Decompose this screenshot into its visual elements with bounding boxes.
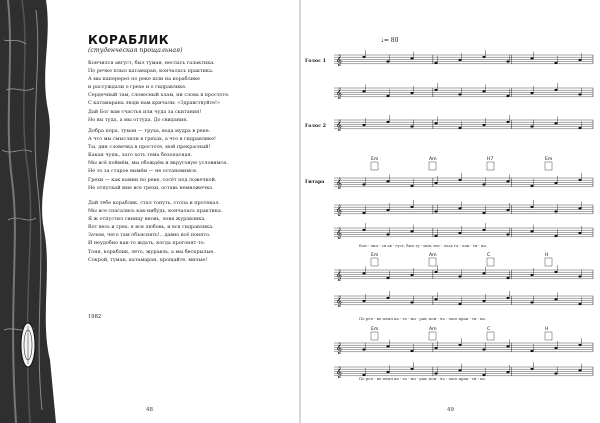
song-title: КОРАБЛИК xyxy=(88,33,170,47)
note-head xyxy=(482,183,485,185)
chord-row-2 xyxy=(371,252,552,266)
note-head xyxy=(386,180,389,182)
note-head xyxy=(578,232,581,234)
chord-diagram xyxy=(429,332,436,340)
verse-line: Вот весь и грех, я вся любовь, и вся гидравлика. xyxy=(88,224,214,231)
note-head xyxy=(530,185,533,187)
note-head xyxy=(482,90,485,92)
verse-line: Но вы туда, а мы оттуда. До свидания. xyxy=(88,116,188,123)
note-head xyxy=(410,350,413,352)
note-head xyxy=(362,124,365,126)
note-head xyxy=(434,347,437,349)
note-head xyxy=(410,206,413,208)
note-head xyxy=(458,344,461,346)
note-head xyxy=(506,277,509,279)
chord-name: H7 xyxy=(487,157,494,162)
chord-name: C xyxy=(487,253,491,258)
note-head xyxy=(434,271,437,273)
note-head xyxy=(434,372,437,374)
verse-line: Сокрой, туман, катамаран, прощайте, милые! xyxy=(88,256,208,263)
note-head xyxy=(506,233,509,235)
note-head xyxy=(458,59,461,61)
chord-row-1 xyxy=(371,156,553,170)
treble-clef-icon: 𝄞 xyxy=(336,205,342,216)
note-head xyxy=(554,62,557,64)
chord-name: Em xyxy=(371,253,379,258)
note-head xyxy=(506,345,509,347)
note-head xyxy=(578,207,581,209)
verse-line: Не отпускай мне все грехи, оставь немножечко. xyxy=(88,184,214,191)
note-head xyxy=(410,92,413,94)
stanza-3 xyxy=(88,199,288,264)
left-page xyxy=(0,0,299,423)
note-head xyxy=(386,95,389,97)
verse-line: Зачем, чего там объяснять!.. давно всё понято. xyxy=(88,232,211,239)
verse-line: Ты, дин словечка в простоте, мой прекрасный! xyxy=(88,144,211,151)
note-head xyxy=(434,210,437,212)
note-head xyxy=(386,60,389,62)
chord-name: H xyxy=(545,253,549,258)
tempo-mark: ♩= 80 xyxy=(381,37,399,44)
note-head xyxy=(362,212,365,214)
note-head xyxy=(530,350,533,352)
note-head xyxy=(482,348,485,350)
note-head xyxy=(554,182,557,184)
year: 1982 xyxy=(88,314,102,320)
note-head xyxy=(482,272,485,274)
note-head xyxy=(578,275,581,277)
chord-name: Em xyxy=(371,327,379,332)
note-head xyxy=(362,56,365,58)
chord-diagram xyxy=(487,162,494,170)
note-head xyxy=(362,300,365,302)
note-head xyxy=(362,183,365,185)
verse-line: И неудобно как-то ждать, когда прогонят-то. xyxy=(88,240,206,247)
treble-clef-icon: 𝄞 xyxy=(336,88,342,99)
treble-clef-icon: 𝄞 xyxy=(336,343,342,354)
note-head xyxy=(458,303,461,305)
page-number-right: 49 xyxy=(447,407,454,413)
verse-line: Мы все спасались как-нибудь, кончалась практика. xyxy=(88,208,223,215)
chord-diagram xyxy=(371,332,378,340)
note-head xyxy=(458,93,461,95)
note-head xyxy=(578,93,581,95)
note-head xyxy=(506,297,509,299)
verse-line: Сердечный там, словесный хлам, ни слова в простоте. xyxy=(88,92,230,99)
note-head xyxy=(482,212,485,214)
note-head xyxy=(410,230,413,232)
note-head xyxy=(434,62,437,64)
note-head xyxy=(482,56,485,58)
note-head xyxy=(530,230,533,232)
lyrics-row-3: По реч - ке плыл ка - та - ма - ран, кон - ча - лась прак - ти - ка. xyxy=(359,376,486,381)
treble-clef-icon: 𝄞 xyxy=(336,55,342,66)
note-head xyxy=(578,303,581,305)
note-head xyxy=(554,235,557,237)
note-head xyxy=(458,127,461,129)
sheet-music xyxy=(301,0,600,423)
note-head xyxy=(410,185,413,187)
note-head xyxy=(530,368,533,370)
note-head xyxy=(386,371,389,373)
note-head xyxy=(578,179,581,181)
note-head xyxy=(410,301,413,303)
note-head xyxy=(434,89,437,91)
note-head xyxy=(434,182,437,184)
page-number-left: 48 xyxy=(146,407,153,413)
chord-diagram xyxy=(487,332,494,340)
verse-line: Тоня, кораблик, лето, журавль, а мы бескрылые. xyxy=(88,248,215,255)
verse-line: Мы всё поймём, мы обождём и вкруговую условимся. xyxy=(88,160,228,167)
chord-diagram xyxy=(545,258,552,266)
chord-diagram xyxy=(545,332,552,340)
right-page xyxy=(301,0,600,423)
note-head xyxy=(578,369,581,371)
treble-clef-icon: 𝄞 xyxy=(336,120,342,131)
note-head xyxy=(458,275,461,277)
note-head xyxy=(362,348,365,350)
note-head xyxy=(530,57,533,59)
chord-name: Am xyxy=(429,327,437,332)
chord-diagram xyxy=(371,162,378,170)
note-head xyxy=(386,121,389,123)
verse-line: Не то за старое вымём — не остановимся. xyxy=(88,168,198,175)
note-head xyxy=(410,125,413,127)
note-head xyxy=(434,122,437,124)
note-head xyxy=(554,210,557,212)
note-head xyxy=(458,179,461,181)
note-head xyxy=(530,125,533,127)
note-head xyxy=(362,90,365,92)
verse-line: Грехи — как камни по реке, сосёт под ложечкой. xyxy=(88,176,217,183)
stanza-1 xyxy=(88,59,288,124)
note-head xyxy=(386,233,389,235)
note-head xyxy=(362,272,365,274)
note-head xyxy=(386,297,389,299)
treble-clef-icon: 𝄞 xyxy=(336,367,342,378)
chord-diagram xyxy=(545,162,552,170)
treble-clef-icon: 𝄞 xyxy=(336,228,342,239)
chord-diagram xyxy=(487,258,494,266)
staff-label-voice1: Голос 1 xyxy=(305,58,327,64)
staff-label-guitar: Гитара xyxy=(305,179,325,185)
note-head xyxy=(530,301,533,303)
staff-label-voice2: Голос 2 xyxy=(305,123,327,129)
verse-line: Дай тебе кораблик, стал тонуть, стола и протекал. xyxy=(88,200,220,206)
note-head xyxy=(530,206,533,208)
lyrics-row-2: По реч - ке плыл ка - та - ма - ран, кон - ча - лась прак - ти - ка. xyxy=(359,316,486,321)
note-head xyxy=(530,274,533,276)
note-head xyxy=(506,209,509,211)
note-head xyxy=(506,371,509,373)
treble-clef-icon: 𝄞 xyxy=(336,270,342,281)
verse-line: Добра пора, туман — труха, вода мудра в реке. xyxy=(88,128,211,134)
note-head xyxy=(578,344,581,346)
verse-line: А мы наперерез по реке шли на кораблике xyxy=(88,76,200,83)
treble-clef-icon: 𝄞 xyxy=(336,178,342,189)
chord-name: C xyxy=(487,327,491,332)
note-head xyxy=(554,298,557,300)
tree-boat-illustration xyxy=(0,0,58,423)
note-head xyxy=(554,372,557,374)
note-head xyxy=(554,271,557,273)
note-head xyxy=(410,274,413,276)
lyrics-row-1: Кон - чил - ся ав - густ, был ту - ман, нес - лась га - лак - ти - ка. xyxy=(359,243,487,248)
chord-name: H xyxy=(545,327,549,332)
note-head xyxy=(458,232,461,234)
note-head xyxy=(530,92,533,94)
note-head xyxy=(362,229,365,231)
note-head xyxy=(410,368,413,370)
stanza-2 xyxy=(88,127,288,192)
verse-line: и рассуждали о грехе и о гидравлике. xyxy=(88,84,187,91)
note-head xyxy=(506,121,509,123)
note-head xyxy=(554,347,557,349)
verse-line: Дай Бог вам счастья или чуда за скитания! xyxy=(88,108,202,115)
note-head xyxy=(434,235,437,237)
note-head xyxy=(458,369,461,371)
note-head xyxy=(578,59,581,61)
chord-row-3 xyxy=(371,326,552,340)
note-head xyxy=(482,124,485,126)
note-head xyxy=(434,298,437,300)
chord-name: Em xyxy=(545,157,553,162)
note-head xyxy=(506,180,509,182)
verse-line: С катамарана люди нам кричали: «Здравствуйте!» xyxy=(88,100,221,107)
note-head xyxy=(386,277,389,279)
chord-name: Am xyxy=(429,157,437,162)
note-head xyxy=(554,89,557,91)
verse-line: Кончился август, был туман, неслась галактика. xyxy=(88,60,215,66)
verse-line: Я ж отпустил синицу вновь, ловя журавлика. xyxy=(88,216,206,223)
note-head xyxy=(482,229,485,231)
chord-diagram xyxy=(429,162,436,170)
song-subtitle: (студенческая прощальная) xyxy=(88,47,183,54)
note-head xyxy=(578,127,581,129)
verse-line: По речке плыл катамаран, кончалась практика. xyxy=(88,68,214,75)
verse-line: А что мы смыслили в грехах, а что в гидравлике! xyxy=(88,136,216,143)
chord-diagram xyxy=(429,258,436,266)
note-head xyxy=(506,60,509,62)
note-head xyxy=(482,300,485,302)
treble-clef-icon: 𝄞 xyxy=(336,296,342,307)
chord-name: Em xyxy=(371,157,379,162)
verse-line: Какая чушь, зато хоть тема безопасная. xyxy=(88,152,193,159)
chord-diagram xyxy=(371,258,378,266)
note-head xyxy=(410,57,413,59)
note-head xyxy=(506,95,509,97)
note-head xyxy=(386,345,389,347)
note-head xyxy=(458,207,461,209)
note-head xyxy=(554,122,557,124)
note-head xyxy=(386,209,389,211)
chord-name: Am xyxy=(429,253,437,258)
